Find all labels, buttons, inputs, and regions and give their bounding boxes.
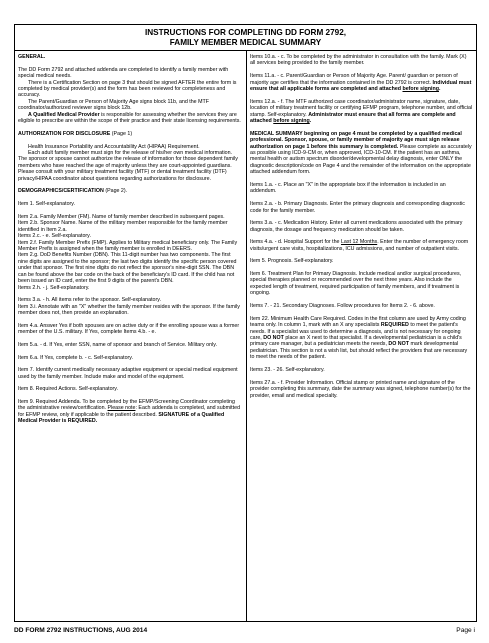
item-6a: Item 6.a. If Yes, complete b. - c. Self-explanatory. — [18, 354, 134, 361]
left-column — [18, 54, 242, 431]
item-2c-e: Items 2.c. - e. Self-explanatory. — [18, 233, 91, 240]
general-heading: GENERAL. — [18, 54, 46, 60]
item-10: Items 10.a. - c. To be completed by the administrator in consultation with the family. Mark (X) all services being provided to the family member. — [250, 54, 467, 67]
item-9-signature-required: SIGNATURE of a Qualified Medical Provider is REQUIRED. — [18, 411, 225, 425]
summary-item-22 — [250, 316, 473, 361]
demographics-page-ref: (Page 2). — [105, 188, 128, 195]
general-paragraph-3: The Parent/Guardian or Person of Majority Age signs block 11b, and the MTF coordinator/authorized reviewer signs block 12b. — [18, 98, 209, 112]
summary-item-1a-c: Items 1.a. - c. Place an "X" in the appropriate box if the information is included in an addendum. — [250, 182, 446, 195]
summary-item-7-21: Items 7. - 21. Secondary Diagnoses. Follow procedures for Items 2. - 6. above. — [250, 303, 435, 310]
item-2a: Item 2.a. Family Member (FM). Name of family member described in subsequent pages. — [18, 213, 225, 220]
column-divider — [246, 50, 247, 622]
item-4-last-12-months: Last 12 Months — [340, 239, 378, 246]
summary-item-2a-b: Items 2.a. - b. Primary Diagnosis. Enter the primary diagnosis and corresponding diagnostic code for the family member. — [250, 201, 465, 214]
form-footer-title: DD FORM 2792 INSTRUCTIONS, AUG 2014 — [14, 627, 148, 634]
medical-summary-paragraph — [250, 131, 473, 176]
item-22-text: Item 22. Minimum Health Care Required. Codes in the first column are used by Army coding teams only. In column 1, mark with an X any specialists — [250, 315, 466, 329]
item-2b: Item 2.b. Sponsor Name. Name of the military member responsible for the family member identified in Item 2.a. — [18, 220, 228, 233]
medical-summary-bold: MEDICAL SUMMARY beginning on page 4 must be completed by a qualified medical professional. Sponsor, spouse, or family member of majority age must sign release authorization on page 1 before this summary is completed. — [250, 130, 462, 150]
item-22-do-not-1: DO NOT — [263, 335, 284, 342]
item-9-text-2: : Each addenda is completed, and submitted for EFMP review, only if applicable to the patient described. — [18, 405, 241, 418]
summary-item-3a-c: Items 3.a. - c. Medication History. Enter all current medications associated with the primary diagnosis, the dosage and frequency medication should be taken. — [250, 220, 463, 233]
item-22-do-not-2: DO NOT — [388, 341, 409, 348]
item-9-text: Item 9. Required Addenda. To be completed by the EFMP/Screening Coordinator completing the administrative review/certification. — [18, 399, 235, 412]
item-12 — [250, 99, 473, 125]
summary-item-6: Item 6. Treatment Plan for Primary Diagnosis. Include medical and/or surgical procedures, special therapies planned or recommended over the next three years. Also include the expected length of treatment, required participation of family members, and if treatment is ongoing. — [250, 271, 462, 297]
item-12-end: . — [309, 118, 312, 124]
item-9-note: Please note — [107, 405, 136, 412]
item-12-text: Items 12.a. - f. The MTF authorized case coordinator/administrator name, signature, date, location of military treatment facility or certifying EFMP program, telephone number, and official stamp. Self-explanatory. — [250, 98, 473, 118]
authorization-page-ref: (Page 1) — [111, 130, 133, 137]
item-11-end: . — [438, 86, 441, 92]
item-2g: Item 2.g. DoD Benefits Number (DBN). This 11-digit number has two components. The first nine digits are assigned to the sponsor; the last two digits identify the specific person covered under that sponsor. The first nine digits do not reflect the sponsor's nine-digit SSN. The DBN can be found above the bar code on the back of the beneficiary's ID card. If the child has not been issued an ID card, enter the first 9 digits of the parent's DBN. — [18, 252, 237, 285]
item-2h-j: Items 2.h. - j. Self-explanatory. — [18, 284, 90, 291]
item-4-text-2: . Enter the number of emergency room visits/urgent care visits, hospitalizations, ICU admissions, and number of outpatient visits. — [250, 239, 469, 252]
general-paragraph-4 — [18, 112, 242, 125]
authorization-paragraph: Each adult family member must sign for the release of his/her own medical information. The sponsor or spouse cannot authorize the release of information for those dependent family members who have reached the age of majority unless they are court-appointed guardians. Please consult with your military treatment facility (MTF) or dental treatment facility (DTF) privacy/HIPAA coordinator about questions regarding authorizations for disclosure. — [18, 150, 238, 182]
item-22-text-3: place an X next to that specialist. If a developmental pediatrician is a child's primary care manager, but a pediatrician meets the needs, — [250, 335, 462, 348]
item-22-required: REQUIRED — [380, 322, 409, 329]
general-paragraph-1: The DD Form 2792 and attached addenda are completed to identify a family member with special medical needs. — [18, 66, 229, 80]
item-7: Item 7. Identify current medically necessary adaptive equipment or special medical equipment used by the family member. Include make and model of the equipment. — [18, 367, 238, 380]
item-11 — [250, 73, 473, 92]
page-number: Page i — [456, 627, 475, 634]
item-11-text: Items 11.a. - c. Parent/Guardian or Person of Majority Age. Parent/ guardian or person of majority age certifies that the information contained in the DD 2792 is correct. — [250, 73, 458, 86]
title-line-1: INSTRUCTIONS FOR COMPLETING DD FORM 2792, — [144, 28, 347, 37]
summary-item-5: Item 5. Prognosis. Self-explanatory. — [250, 258, 334, 265]
medical-summary-text: Please complete as accurately as possible using ICD-9-CM or, when approved, ICD-10-CM. If the patient has an asthma, mental health or autism spectrum disorder/developmental delay diagnosis, enter ONLY the diagnostic description/code on Page 4 and the remainder of the information on the appropriate attached addendum form. — [250, 143, 472, 176]
authorization-title: AUTHORIZATION FOR DISCLOSURE — [18, 130, 111, 137]
qualified-provider-term: A Qualified Medical Provider — [28, 111, 100, 118]
summary-item-23-26: Items 23. - 26. Self-explanatory. — [250, 367, 325, 374]
general-paragraph-2: There is a Certification Section on page 3 that should be signed AFTER the entire form is completed by medical provider(s) and the form has been reviewed for completeness and accuracy. — [18, 79, 237, 99]
summary-item-4a-d — [250, 239, 473, 252]
demographics-heading — [18, 188, 242, 194]
item-2f: Item 2.f. Family Member Prefix (FMP). Applies to Military medical beneficiary only. The Family Member Prefix is assigned when the family member is enrolled in DEERS. — [18, 239, 238, 252]
right-column — [250, 54, 473, 405]
authorization-heading — [18, 131, 242, 137]
demographics-title: DEMOGRAPHICS/CERTIFICATION — [18, 188, 104, 195]
item-11-before-signing: before signing — [402, 86, 439, 92]
hipaa-paragraph: Health Insurance Portability and Accountability Act (HIPAA) Requirement. — [28, 143, 200, 150]
item-3a-h: Items 3.a. - h. All items refer to the sponsor. Self-explanatory. — [18, 297, 161, 304]
summary-item-27: Items 27.a. - f. Provider Information. Official stamp or printed name and signature of the provider completing this summary, date the summary was signed, telephone number(s) for the provider, email and medical specialty. — [250, 379, 471, 399]
item-1: Item 1. Self-explanatory. — [18, 201, 76, 208]
item-8: Item 8. Required Actions. Self-explanatory. — [18, 386, 119, 393]
item-4-text: Items 4.a. - d. Hospital Support for the — [250, 239, 341, 246]
item-3i: Item 3.i. Annotate with an "X" whether the family member resides with the sponsor. If the family member does not, then provide an explanation. — [18, 303, 240, 317]
item-11-bold: Individual must ensure that all applicable forms are completed and attached — [250, 79, 472, 92]
item-12-before-signing: before signing — [273, 118, 310, 124]
item-12-bold: Administrator must ensure that all forms are complete and attached — [250, 111, 456, 124]
item-22-text-2: to meet the patient's needs. If a specialist was used to determine a diagnosis, and is not necessary for ongoing care, — [250, 322, 461, 342]
general-paragraph-4-text: is responsible for assessing whether the services they are eligible to prescribe are within the scope of their practice and their state licensing requirements. — [18, 111, 241, 125]
item-5a-d: Item 5.a. - d. If Yes, enter SSN, name of sponsor and branch of Service. Military only. — [18, 342, 217, 348]
item-4a: Item 4.a. Answer Yes if both spouses are on active duty or if the enrolling spouse was a former member of the U.S. military. If Yes, complete Items 4.b. - e. — [18, 322, 240, 336]
item-22-text-4: mark developmental pediatrician. This section is not a wish list, but should reflect the providers that are necessary to meet the needs of the patient. — [250, 341, 468, 361]
page-title — [14, 24, 477, 50]
title-line-2: FAMILY MEMBER MEDICAL SUMMARY — [169, 38, 322, 47]
item-9 — [18, 399, 242, 425]
